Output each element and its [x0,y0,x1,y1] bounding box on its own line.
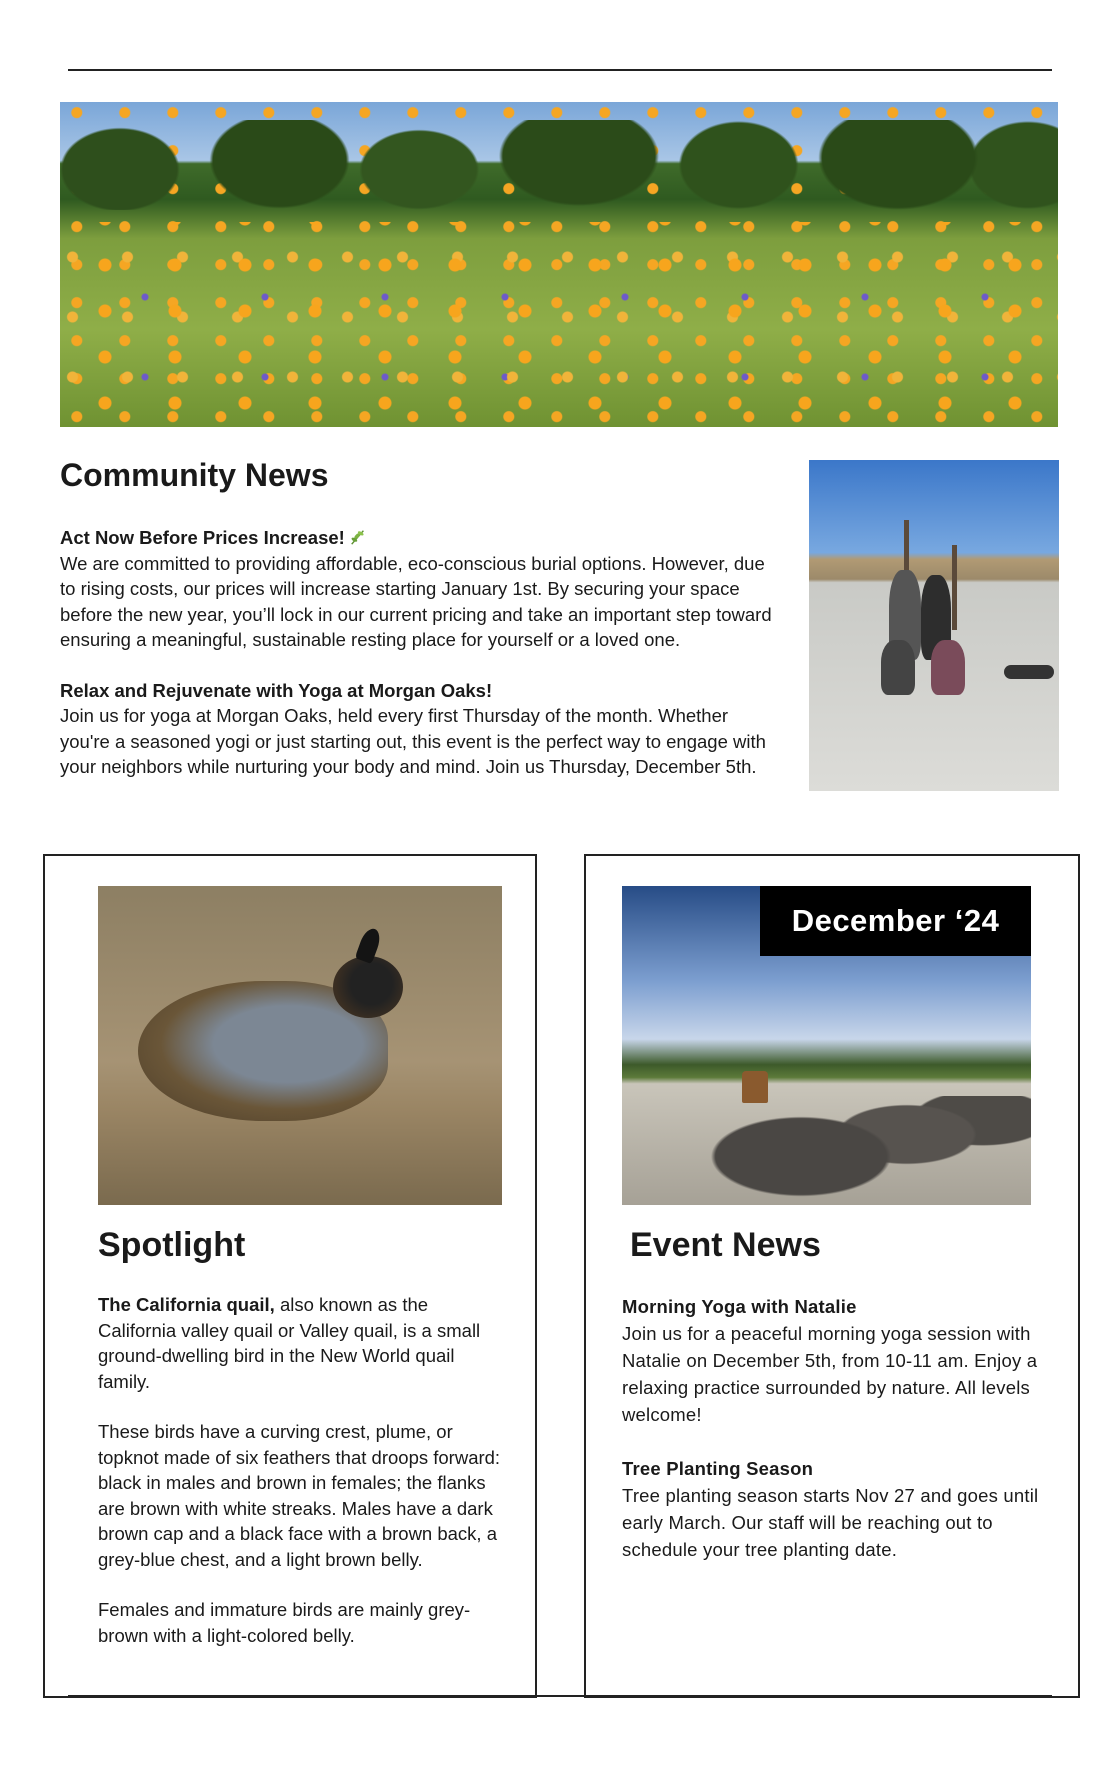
price-increase-item [60,525,780,653]
spotlight-lead-rest: also known as the California valley quail or Valley quail, is a small ground-dwelling bird in the New World quail family. [98,1294,481,1392]
community-news-title: Community News [60,457,329,493]
yoga-body: Join us for yoga at Morgan Oaks, held every first Thursday of the month. Whether you're a seasoned yogi or just starting out, this event is the perfect way to engage with your neighbors while nurturing your body and mind. Join us Thursday, December 5th. [60,705,766,778]
tree-planting-heading: Tree Planting Season [622,1458,814,1479]
spotlight-para-1 [98,1292,508,1394]
oak-trees [60,120,1058,210]
price-increase-body: We are committed to providing affordable, eco-conscious burial options. However, due to rising costs, our prices will increase starting January 1st. By securing your space before the new year, you’ll lock in our current pricing and take an important step toward ensuring a meaningful, sustainable resting place for yourself or a loved one. [60,552,772,651]
spotlight-lead-bold: The California quail, [98,1294,275,1315]
event-news-text [622,1293,1042,1563]
bottom-divider [68,1695,1052,1697]
yoga-item [60,678,780,780]
price-increase-heading: Act Now Before Prices Increase! [60,527,345,549]
herb-icon [349,528,367,546]
morning-yoga-body: Join us for a peaceful morning yoga session with Natalie on December 5th, from 10-11 am. Enjoy a relaxing practice surrounded by nature. All levels welcome! [622,1323,1038,1425]
morning-yoga-heading: Morning Yoga with Natalie [622,1296,857,1317]
price-increase-heading-row [60,525,780,551]
tree-planting-body: Tree planting season starts Nov 27 and goes until early March. Our staff will be reaching out to schedule your tree planting date. [622,1485,1039,1560]
yoga-heading: Relax and Rejuvenate with Yoga at Morgan Oaks! [60,679,493,701]
california-quail-photo [98,886,502,1205]
spotlight-text [98,1292,508,1648]
date-badge: December ‘24 [760,886,1031,956]
spotlight-para-3: Females and immature birds are mainly grey-brown with a light-colored belly. [98,1599,471,1646]
tree-planting-item [622,1455,1042,1563]
morning-yoga-item [622,1293,1042,1428]
community-news-section [60,458,780,780]
event-news-title: Event News [630,1226,821,1264]
spotlight-title: Spotlight [98,1226,246,1264]
top-divider [68,69,1052,71]
poppies [60,222,1058,427]
wildflower-meadow-photo [60,102,1058,427]
spotlight-para-2: These birds have a curving crest, plume, or topknot made of six feathers that droops forward: black in males and brown in females; the flanks are brown with white streaks. Males have a dark brown cap and a black face with a brown back, a grey-blue chest, and a light brown belly. [98,1421,501,1570]
yoga-group-photo [809,460,1059,791]
